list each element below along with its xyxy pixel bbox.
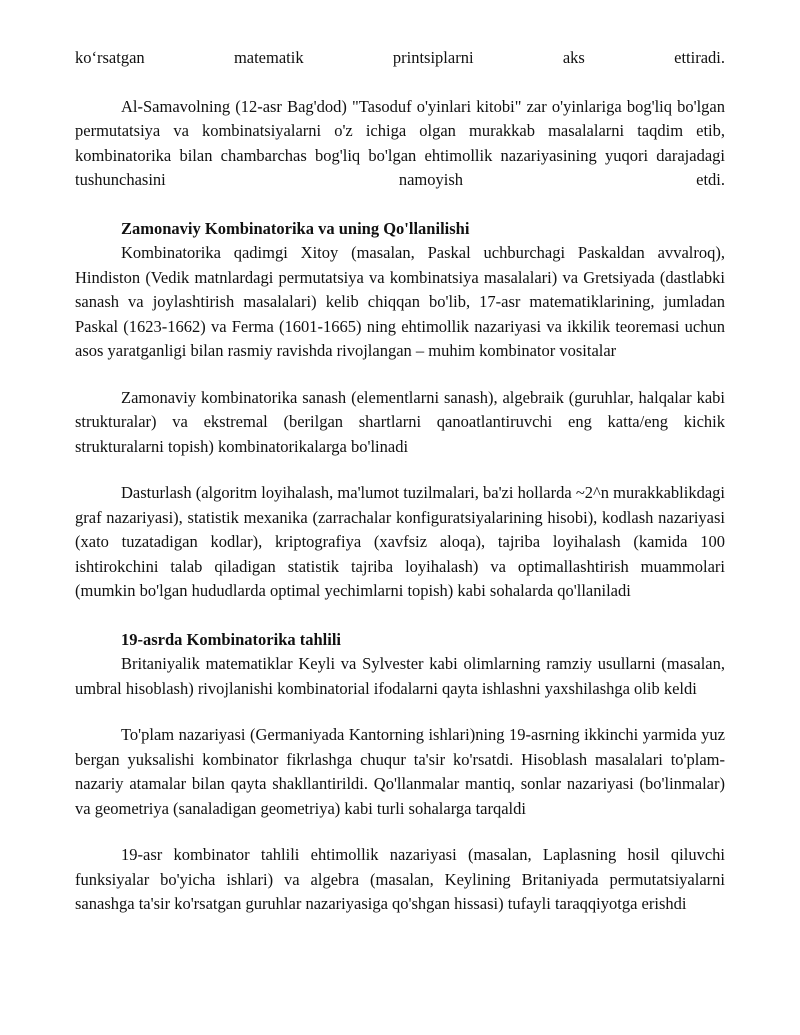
paragraph-british-mathematicians: Britaniyalik matematiklar Keyli va Sylvester kabi olimlarning ramziy usullarni (masalan, umbral hisoblash) rivojlanishi kombinatorial ifodalarni qayta ishlashni yaxshilashga olib keldi — [75, 654, 725, 698]
paragraph-continuation: ko‘rsatgan matematik printsiplarni aks ettiradi. — [75, 48, 725, 67]
paragraph-al-samavol: Al-Samavolning (12-asr Bag'dod) "Tasoduf o'yinlari kitobi" zar o'yinlariga bog'liq bo'lgan permutatsiya va kombinatsiyalarni o'z ichiga olgan murakkab masalalarni taqdim etib, kombinatorika bilan chambarchas bog'liq bo'lgan ehtimollik nazariyasining yuqori darajadagi tushunchasini namoyish etdi. — [75, 96, 725, 189]
section-heading-19th-century: 19-asrda Kombinatorika tahlili — [121, 629, 342, 649]
paragraph-set-theory: To'plam nazariyasi (Germaniyada Kantorning ishlari)ning 19-asrning ikkinchi yarmida yuz bergan yuksalishi kombinator fikrlashga chuqur ta'sir ko'rsatdi. Hisoblash masalalari to'plam-nazariy atamalar bilan qayta shakllantirildi. Qo'llanmalar mantiq, sonlar nazariyasi (bo'linmalar) va geometriya (sanaladigan geometriya) kabi turli sohalarga tarqaldi — [75, 725, 725, 818]
section-heading-modern-combinatorics: Zamonaviy Kombinatorika va uning Qo'llanilishi — [121, 218, 470, 238]
document-page — [75, 46, 725, 917]
paragraph-branches: Zamonaviy kombinatorika sanash (elementlarni sanash), algebraik (guruhlar, halqalar kabi strukturalar) va ekstremal (berilgan shartlarni qanoatlantiruvchi eng katta/eng kichik strukturalarni topish) kombinatorikalarga bo'linadi — [75, 387, 725, 456]
paragraph-origins: Kombinatorika qadimgi Xitoy (masalan, Paskal uchburchagi Paskaldan avvalroq), Hindiston (Vedik matnlardagi permutatsiya va kombinatsiya masalalari) va Gretsiyada (dastlabki sanash va joylashtirish masalalari) kelib chiqqan bo'lib, 17-asr matematiklarining, jumladan Paskal (1623-1662) va Ferma (1601-1665) ning ehtimollik nazariyasi va ikkilik teoremasi uchun asos yaratganligi bilan rasmiy ravishda rivojlangan – muhim kombinator vositalar — [75, 243, 725, 360]
paragraph-applications: Dasturlash (algoritm loyihalash, ma'lumot tuzilmalari, ba'zi hollarda ~2^n murakkablikdagi graf nazariyasi), statistik mexanika (zarrachalar konfiguratsiyalarining hisobi), kodlash nazariyasi (xato tuzatadigan kodlar), kriptografiya (xavfsiz aloqa), tajriba loyihalash (kamida 100 ishtirokchini talab qiladigan statistik tajriba loyihalash) va optimallashtirish muammolari (mumkin bo'lgan hududlarda optimal yechimlarni topish) kabi sohalarda qo'llaniladi — [75, 483, 725, 600]
paragraph-19th-century-analysis: 19-asr kombinator tahlili ehtimollik nazariyasi (masalan, Laplasning hosil qiluvchi funksiyalar bo'yicha ishlari) va algebra (masalan, Keylining Britaniyada permutatsiyalarni sanashga ta'sir ko'rsatgan guruhlar nazariyasiga qo'shgan hissasi) tufayli taraqqiyotga erishdi — [75, 845, 725, 913]
